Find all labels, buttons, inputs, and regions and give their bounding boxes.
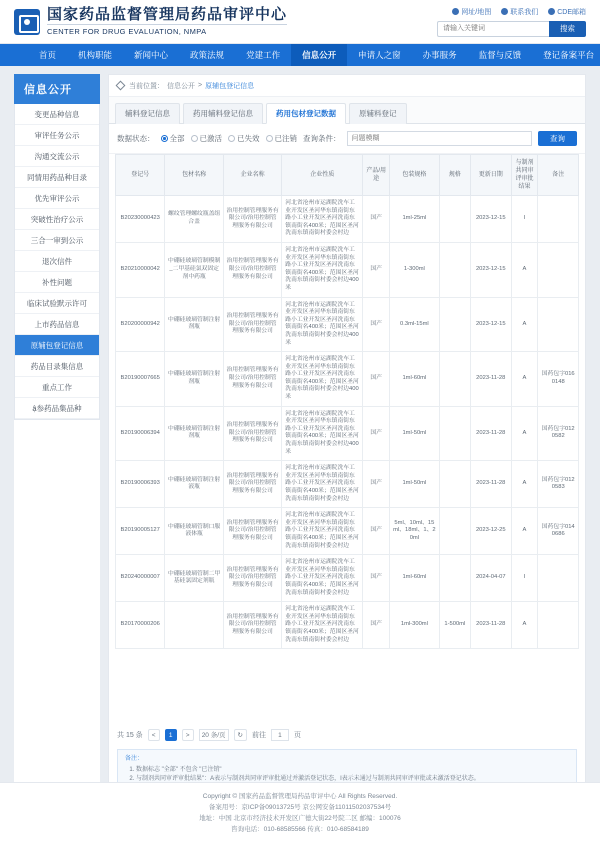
cell-address: 河北省沧州市运湖院洗车工业开发区圣河华东镇南街东路小工业开发区圣河洗南东镇南街名400米；范围区圣河洗南东镇南街村委会村边	[282, 508, 363, 555]
cell-company: 治用控制管理服务有限公司/治用控制管理服务有限公司	[223, 297, 281, 352]
cell-address: 河北省沧州市运湖院洗车工业开发区圣河华东镇南街东路小工业开发区圣河洗南东镇南街名400米；范围区圣河洗南东镇南街村委会村边	[282, 196, 363, 243]
cell-material-name	[165, 602, 223, 649]
nav-item-registration-platform[interactable]: 登记备案平台	[543, 50, 595, 60]
cell-remark	[538, 602, 579, 649]
cell-material-name: 中硼硅玻璃管制模制_二甲基硅氯双固定剂中药瓶	[165, 242, 223, 297]
filter-status-label: 数据状态：	[117, 134, 155, 143]
cell-package-spec: 5ml、10ml、15ml、18ml、1、20ml	[390, 508, 439, 555]
pagination-prev[interactable]: <	[148, 729, 160, 741]
breadcrumb	[109, 75, 585, 97]
cell-remark: 国药包字0160148	[538, 352, 579, 407]
cell-address: 河北省沧州市运湖院洗车工业开发区圣河华东镇南街东路小工业开发区圣河洗南东镇南街名400米；范围区圣河洗南东镇南街村委会村边	[282, 602, 363, 649]
cell-remark	[538, 196, 579, 243]
cell-result: A	[511, 406, 538, 461]
cell-nature: 国产	[363, 555, 390, 602]
cell-spec	[439, 406, 470, 461]
cell-spec: 1-500ml	[439, 602, 470, 649]
cell-material-name: 螺纹管理螺纹瓶盖组合盖	[165, 196, 223, 243]
tab-excipient-registration[interactable]: 辅料登记信息	[115, 103, 180, 124]
col-material-name: 包材名称	[165, 155, 223, 196]
cell-nature: 国产	[363, 242, 390, 297]
cell-package-spec: 1ml-60ml	[390, 555, 439, 602]
cell-address: 河北省沧州市运湖院洗车工业开发区圣河华东镇南街东路小工业开发区圣河洗南东镇南街名400米；范围区圣河洗南东镇南街村委会村边400米	[282, 406, 363, 461]
cell-company: 治用控制管理服务有限公司/治用控制管理服务有限公司	[223, 508, 281, 555]
cell-date: 2023-12-25	[471, 508, 511, 555]
filter-option-all[interactable]	[161, 133, 185, 144]
pagination	[109, 723, 585, 747]
phone-icon	[501, 8, 508, 15]
header-link-mail[interactable]	[548, 7, 586, 17]
col-company-address: 企业性质	[282, 155, 363, 196]
cell-date: 2023-11-28	[471, 461, 511, 508]
breadcrumb-prefix: 当前位置：	[129, 82, 164, 90]
cell-package-spec: 0.3ml-15ml	[390, 297, 439, 352]
note-item-1: 1. 数据标志 "全部" 不包含 "已注销"	[136, 766, 569, 775]
cell-material-name: 中硼硅玻璃管制注射剂瓶	[165, 406, 223, 461]
table-header-row	[116, 155, 579, 196]
nav-item-applicant[interactable]: 申请人之窗	[358, 50, 401, 60]
cell-material-name: 中硼硅玻璃管制注射剂瓶	[165, 352, 223, 407]
cell-date: 2023-11-28	[471, 352, 511, 407]
table-row[interactable]	[116, 406, 579, 461]
tab-bar	[109, 97, 585, 124]
cell-result: I	[511, 196, 538, 243]
cell-material-name: 中硼硅玻璃管制口服液体瓶	[165, 508, 223, 555]
cell-nature: 国产	[363, 508, 390, 555]
cell-company: 治用控制管理服务有限公司/治用控制管理服务有限公司	[223, 196, 281, 243]
search-button[interactable]: 搜索	[549, 21, 586, 37]
col-company: 企业名称	[223, 155, 281, 196]
table-row[interactable]	[116, 242, 579, 297]
cell-material-name: 中硼硅玻璃管制注射剂瓶	[165, 297, 223, 352]
sidebar-item-0[interactable]: 变更品种信息	[15, 104, 99, 125]
header-links	[452, 7, 586, 17]
footer-copyright: Copyright © 国家药品监督管理局药品审评中心 All Rights Reserved.	[202, 793, 398, 800]
cell-package-spec: 1ml-60ml	[390, 352, 439, 407]
tab-packaging-material-data[interactable]: 药用包材登记数据	[266, 103, 346, 124]
cell-address: 河北省沧州市运湖院洗车工业开发区圣河华东镇南街东路小工业开发区圣河洗南东镇南街名400米；范围区圣河洗南东镇南街村委会村边	[282, 461, 363, 508]
cell-address: 河北省沧州市运湖院洗车工业开发区圣河华东镇南街东路小工业开发区圣河洗南东镇南街名400米；范围区圣河洗南东镇南街村委会村边400米	[282, 297, 363, 352]
cell-reg-no: B20210000042	[116, 242, 165, 297]
nav-item-party[interactable]: 党建工作	[246, 50, 281, 60]
cell-remark: 国药包字0120583	[538, 461, 579, 508]
cell-nature: 国产	[363, 406, 390, 461]
site-header	[0, 0, 600, 44]
pagination-total: 共 15 条	[117, 732, 143, 739]
filter-keyword-input[interactable]	[347, 131, 533, 146]
sidebar-item-13[interactable]: 重点工作	[15, 377, 99, 398]
cell-company: 治用控制管理服务有限公司/治用控制管理服务有限公司	[223, 602, 281, 649]
cell-company: 治用控制管理服务有限公司/治用控制管理服务有限公司	[223, 406, 281, 461]
notes-title: 备注：	[125, 756, 144, 762]
cell-material-name: 中硼硅玻璃管制注射液瓶	[165, 461, 223, 508]
radio-icon-inactive	[228, 135, 235, 142]
footer-phone: 咨询电话：010-68585566 传真：010-68584189	[231, 826, 369, 833]
filter-option-active-label: 已激活	[199, 134, 222, 143]
col-spec: 规格	[439, 155, 470, 196]
content-area	[0, 66, 600, 801]
cell-date: 2023-12-15	[471, 196, 511, 243]
cell-result: A	[511, 297, 538, 352]
nav-item-home[interactable]: 首页	[39, 50, 57, 60]
header-link-sitemap[interactable]	[452, 7, 491, 17]
filter-query-button[interactable]: 查询	[538, 131, 577, 146]
cell-date: 2023-11-28	[471, 602, 511, 649]
filter-option-all-label: 全部	[169, 134, 185, 143]
radio-icon-active	[191, 135, 198, 142]
col-remark: 备注	[538, 155, 579, 196]
nav-item-disclosure[interactable]: 信息公开	[291, 44, 347, 66]
cell-reg-no: B20200000942	[116, 297, 165, 352]
cell-company: 治用控制管理服务有限公司/治用控制管理服务有限公司	[223, 242, 281, 297]
table-row[interactable]	[116, 352, 579, 407]
footer-icp: 备案用号：京ICP备09013725号 京公网安备11011502037534号	[208, 804, 392, 811]
cell-package-spec: 1-300ml	[390, 242, 439, 297]
cell-date: 2023-12-15	[471, 242, 511, 297]
pagination-jump-input[interactable]	[271, 729, 289, 741]
cell-nature: 国产	[363, 352, 390, 407]
table-row[interactable]	[116, 602, 579, 649]
col-update-date: 更新日期	[471, 155, 511, 196]
cell-result: A	[511, 242, 538, 297]
cell-company: 治用控制管理服务有限公司/治用控制管理服务有限公司	[223, 555, 281, 602]
table-row[interactable]	[116, 196, 579, 243]
cell-nature: 国产	[363, 461, 390, 508]
sidebar-item-1[interactable]: 审评任务公示	[15, 125, 99, 146]
sidebar-heading: 信息公开	[14, 74, 100, 104]
col-nature: 产品/用途	[363, 155, 390, 196]
cell-reg-no: B20190006394	[116, 406, 165, 461]
radio-icon-cancelled	[266, 135, 273, 142]
cell-company: 治用控制管理服务有限公司/治用控制管理服务有限公司	[223, 461, 281, 508]
cell-spec	[439, 242, 470, 297]
footer-address: 地址：中国 北京市经济技术开发区广德大街22号院二区 邮编：100076	[199, 815, 401, 822]
filter-option-cancelled[interactable]	[266, 133, 298, 144]
cell-package-spec: 1ml-25ml	[390, 196, 439, 243]
cell-spec	[439, 555, 470, 602]
cell-remark	[538, 297, 579, 352]
cell-reg-no: B20190007665	[116, 352, 165, 407]
sidebar-item-3[interactable]: 同情用药品种目录	[15, 167, 99, 188]
sidebar-item-5[interactable]: 突破性治疗公示	[15, 209, 99, 230]
cell-address: 河北省沧州市运湖院洗车工业开发区圣河华东镇南街东路小工业开发区圣河洗南东镇南街名400米；范围区圣河洗南东镇南街村委会村边	[282, 555, 363, 602]
cell-result: I	[511, 555, 538, 602]
cell-remark	[538, 555, 579, 602]
site-title-en: CENTER FOR DRUG EVALUATION, NMPA	[47, 24, 287, 37]
results-table-wrapper	[109, 154, 585, 723]
nmpa-logo-icon	[14, 9, 40, 35]
radio-icon-all	[161, 135, 168, 142]
pagination-page-1[interactable]: 1	[165, 729, 177, 741]
sidebar-item-8[interactable]: 补性问题	[15, 272, 99, 293]
cell-spec	[439, 461, 470, 508]
cell-remark	[538, 242, 579, 297]
site-title-cn: 国家药品监督管理局药品审评中心	[47, 6, 288, 23]
main-nav	[0, 44, 600, 66]
table-row[interactable]	[116, 461, 579, 508]
cell-reg-no: B20230000423	[116, 196, 165, 243]
cell-nature: 国产	[363, 297, 390, 352]
cell-reg-no: B20190006393	[116, 461, 165, 508]
cell-package-spec: 1ml-300ml	[390, 602, 439, 649]
mobile-icon	[548, 8, 555, 15]
nav-item-policy[interactable]: 政策法规	[190, 50, 225, 60]
header-link-contact-label: 联系我们	[510, 8, 539, 16]
sidebar-item-10[interactable]: 上市药品信息	[15, 314, 99, 335]
col-reg-no: 登记号	[116, 155, 165, 196]
site-footer	[0, 782, 600, 850]
cell-nature: 国产	[363, 602, 390, 649]
sidebar-item-2[interactable]: 沟通交流公示	[15, 146, 99, 167]
cell-date: 2024-04-07	[471, 555, 511, 602]
nav-item-news[interactable]: 新闻中心	[134, 50, 169, 60]
breadcrumb-item-0[interactable]: 信息公开	[167, 82, 195, 90]
cell-spec	[439, 508, 470, 555]
header-link-mail-label: CDE邮箱	[557, 8, 586, 16]
cell-date: 2023-11-28	[471, 406, 511, 461]
cell-result: A	[511, 461, 538, 508]
tab-pharma-excipient-registration[interactable]: 药用辅料登记信息	[183, 103, 263, 124]
search-input[interactable]	[437, 21, 549, 37]
cell-date: 2023-12-15	[471, 297, 511, 352]
sidebar-item-7[interactable]: 退次信件	[15, 251, 99, 272]
col-review-result: 与制剂共同审评审批结果	[511, 155, 538, 196]
cell-reg-no: B20170000206	[116, 602, 165, 649]
cell-result: A	[511, 352, 538, 407]
cell-result: A	[511, 602, 538, 649]
header-utilities	[437, 7, 586, 37]
col-package-spec: 包装规格	[390, 155, 439, 196]
cell-nature: 国产	[363, 196, 390, 243]
site-title	[47, 6, 287, 37]
breadcrumb-item-1: 原辅包登记信息	[205, 82, 255, 90]
table-body	[116, 196, 579, 649]
filter-option-active[interactable]	[191, 133, 223, 144]
nav-item-feedback[interactable]: 监督与反馈	[478, 50, 522, 60]
home-icon	[116, 81, 126, 91]
header-link-sitemap-label: 网址/地图	[461, 8, 492, 16]
nav-item-functions[interactable]: 机构职能	[78, 50, 113, 60]
sidebar-item-4[interactable]: 优先审评公示	[15, 188, 99, 209]
cell-package-spec: 1ml-50ml	[390, 461, 439, 508]
sidebar-item-11[interactable]: 原辅包登记信息	[15, 335, 99, 356]
refresh-icon[interactable]: ↻	[234, 729, 247, 741]
page-size-select[interactable]: 20 条/页	[199, 729, 229, 741]
filter-bar	[109, 124, 585, 154]
table-row[interactable]	[116, 508, 579, 555]
pagination-jump-suffix: 页	[293, 732, 301, 739]
sidebar-item-12[interactable]: 药品目录集信息	[15, 356, 99, 377]
cell-reg-no: B20190005127	[116, 508, 165, 555]
location-icon	[452, 8, 459, 15]
cell-spec	[439, 297, 470, 352]
cell-address: 河北省沧州市运湖院洗车工业开发区圣河华东镇南街东路小工业开发区圣河洗南东镇南街名400米；范围区圣河洗南东镇南街村委会村边400米	[282, 242, 363, 297]
cell-material-name: 中硼硅玻璃管制二甲基硅氯固定剂瓶	[165, 555, 223, 602]
cell-spec	[439, 352, 470, 407]
cell-reg-no: B20240000007	[116, 555, 165, 602]
sidebar-item-6[interactable]: 三合一审到公示	[15, 230, 99, 251]
table-row[interactable]	[116, 297, 579, 352]
cell-spec	[439, 196, 470, 243]
cell-company: 治用控制管理服务有限公司/治用控制管理服务有限公司	[223, 352, 281, 407]
cell-remark: 国药包字0120582	[538, 406, 579, 461]
table-row[interactable]	[116, 555, 579, 602]
header-search	[437, 21, 586, 37]
main-panel	[108, 74, 586, 801]
filter-option-inactive-label: 已失效	[237, 134, 260, 143]
filter-query-label: 查询条件：	[303, 134, 341, 143]
sidebar	[14, 74, 100, 801]
pagination-next[interactable]: >	[182, 729, 194, 741]
sidebar-item-14[interactable]: ậ参药品集品种	[15, 398, 99, 419]
results-table	[115, 154, 579, 649]
cell-result: A	[511, 508, 538, 555]
sidebar-item-9[interactable]: 临床试验默示许可	[15, 293, 99, 314]
tab-raw-material-registration[interactable]: 原辅料登记	[349, 103, 407, 124]
cell-remark: 国药包字0140686	[538, 508, 579, 555]
cell-package-spec: 1ml-50ml	[390, 406, 439, 461]
header-link-contact[interactable]	[501, 7, 538, 17]
nav-item-services[interactable]: 办事服务	[422, 50, 457, 60]
filter-option-inactive[interactable]	[228, 133, 260, 144]
note-item-2: 2. 与制剂共同审评审批结果"：A表示与制剂共同审评审批通过并激活登记状态，I表示未通过与制剂共同审评审批或未激活登记状态。	[136, 775, 569, 784]
sidebar-list	[14, 104, 100, 420]
filter-option-cancelled-label: 已注销	[274, 134, 297, 143]
breadcrumb-sep: >	[198, 82, 203, 89]
pagination-jump-label: 前往	[251, 732, 266, 739]
cell-address: 河北省沧州市运湖院洗车工业开发区圣河华东镇南街东路小工业开发区圣河洗南东镇南街名400米；范围区圣河洗南东镇南街村委会村边400米	[282, 352, 363, 407]
